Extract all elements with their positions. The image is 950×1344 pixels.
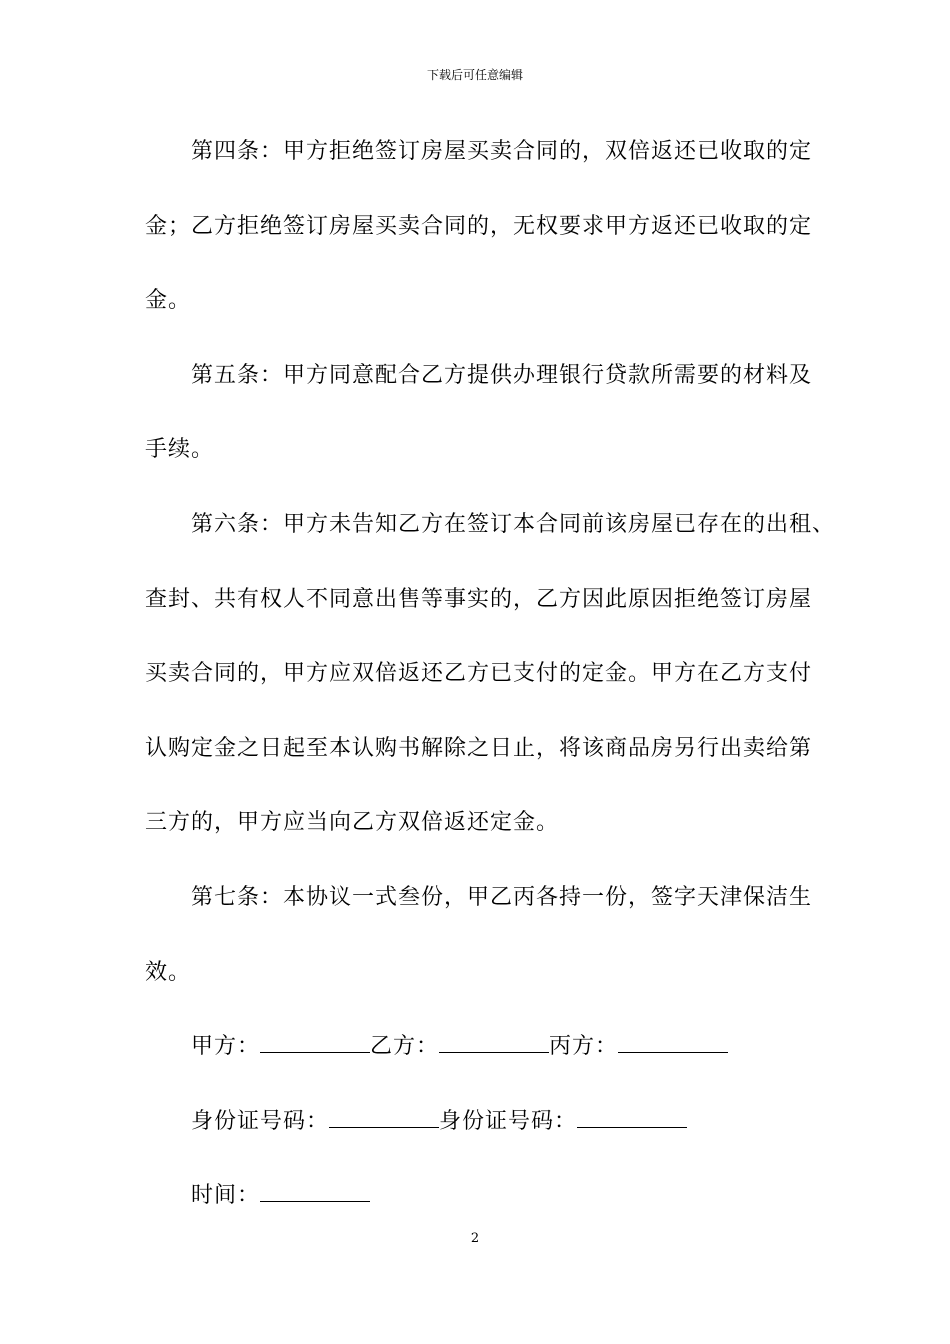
page-number: 2 (470, 1231, 480, 1246)
article-5-line-2: 手续。 (145, 437, 215, 463)
id-blank-2[interactable] (577, 1111, 687, 1128)
party-a-label: 甲方： (191, 1034, 261, 1060)
article-4-line-2: 金；乙方拒绝签订房屋买卖合同的，无权要求甲方返还已收取的定 (145, 213, 813, 239)
time-blank[interactable] (260, 1185, 370, 1202)
party-a-blank[interactable] (260, 1036, 370, 1053)
party-c-label: 丙方： (549, 1034, 619, 1060)
time-line (145, 1159, 830, 1234)
article-5-line-1: 第五条：甲方同意配合乙方提供办理银行贷款所需要的材料及 (191, 362, 813, 388)
article-6-line-5: 三方的，甲方应当向乙方双倍返还定金。 (145, 810, 560, 836)
article-6-line-3: 买卖合同的，甲方应双倍返还乙方已支付的定金。甲方在乙方支付 (145, 661, 813, 687)
document-body (145, 115, 836, 1234)
id-blank-1[interactable] (329, 1111, 439, 1128)
article-6-line-1: 第六条：甲方未告知乙方在签订本合同前该房屋已存在的出租、 (191, 511, 836, 537)
article-7-line-1: 第七条：本协议一式叁份，甲乙丙各持一份，签字天津保洁生 (191, 884, 813, 910)
party-signature-line (145, 1010, 830, 1085)
party-b-label: 乙方： (370, 1034, 440, 1060)
time-label: 时间： (191, 1183, 261, 1209)
id-number-line (145, 1085, 830, 1160)
article-4-line-1: 第四条：甲方拒绝签订房屋买卖合同的，双倍返还已收取的定 (191, 139, 813, 164)
party-c-blank[interactable] (618, 1036, 728, 1053)
article-7-line-2: 效。 (145, 959, 192, 985)
header-note: 下载后可任意编辑 (426, 68, 523, 82)
article-4-line-3: 金。 (145, 288, 192, 314)
article-6-line-2: 查封、共有权人不同意出售等事实的，乙方因此原因拒绝签订房屋 (145, 586, 813, 612)
id-label-1: 身份证号码： (191, 1108, 330, 1134)
id-label-2: 身份证号码： (439, 1108, 578, 1134)
party-b-blank[interactable] (439, 1036, 549, 1053)
article-6-line-4: 认购定金之日起至本认购书解除之日止，将该商品房另行出卖给第 (145, 735, 813, 761)
